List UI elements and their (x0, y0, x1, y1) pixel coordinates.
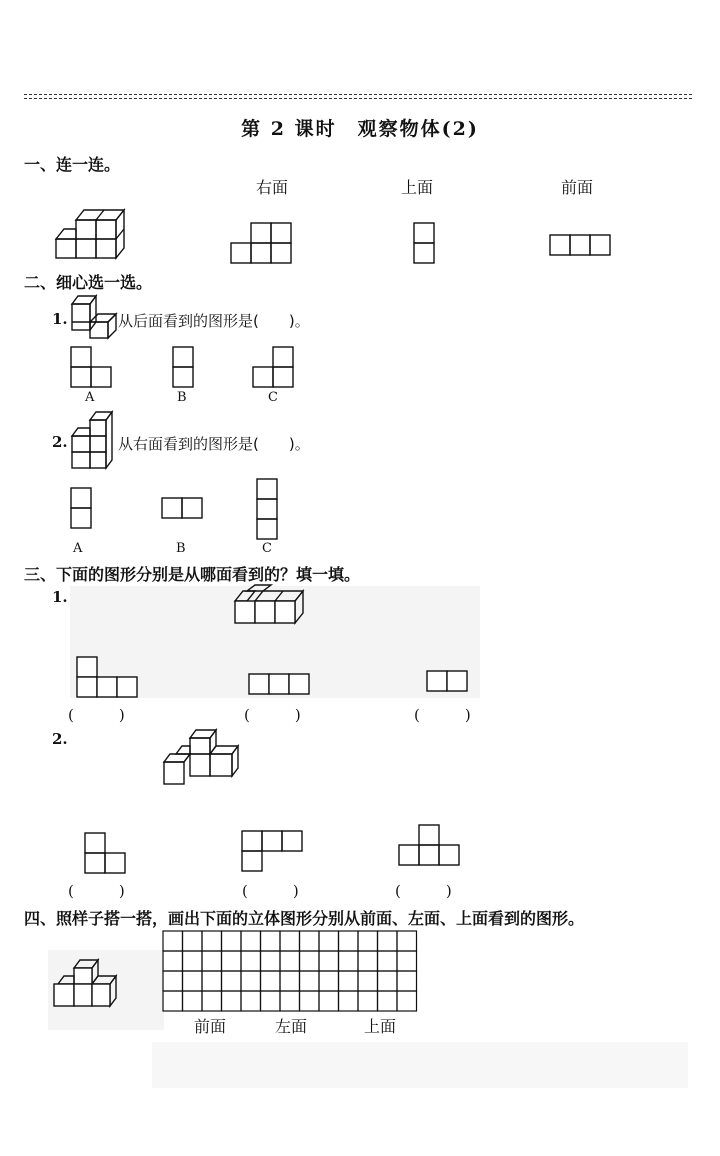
grid-cell[interactable] (397, 991, 417, 1011)
section2-q2-option-c-shape (256, 478, 278, 540)
grid-cell[interactable] (280, 991, 300, 1011)
section2-q2-option-b[interactable]: B (176, 541, 186, 556)
grid-cell[interactable] (202, 971, 222, 991)
grid-cell[interactable] (378, 991, 398, 1011)
section2-q1-text: 从后面看到的图形是( )。 (118, 312, 310, 330)
header-rule-top (24, 94, 692, 95)
section2-q1-option-b-shape (172, 346, 194, 388)
grid-cell[interactable] (163, 951, 183, 971)
section3-q2-blank-1[interactable]: ( ) (68, 882, 125, 900)
grid-cell[interactable] (397, 951, 417, 971)
section2-q1-option-c-shape (252, 346, 294, 388)
section3-q1-blank-2[interactable]: ( ) (244, 706, 301, 724)
view-label-top: 上面 (401, 178, 434, 197)
section2-q1-option-c[interactable]: C (268, 390, 278, 405)
grid-label-top: 上面 (364, 1017, 397, 1036)
section2-q1-number: 1. (52, 310, 68, 328)
section3-q1-blank-1[interactable]: ( ) (68, 706, 125, 724)
grid-cell[interactable] (397, 971, 417, 991)
section3-q1-view-1 (76, 656, 138, 698)
grid-cell[interactable] (183, 991, 203, 1011)
grid-cell[interactable] (378, 951, 398, 971)
grid-cell[interactable] (222, 991, 242, 1011)
grid-cell[interactable] (319, 931, 339, 951)
grid-cell[interactable] (261, 931, 281, 951)
section3-q2-view-3 (398, 824, 460, 866)
section3-q2-blank-2[interactable]: ( ) (242, 882, 299, 900)
grid-cell[interactable] (241, 991, 261, 1011)
section3-q2-view-1 (84, 832, 126, 874)
grid-cell[interactable] (241, 951, 261, 971)
section2-q1-option-b[interactable]: B (177, 390, 187, 405)
grid-cell[interactable] (163, 931, 183, 951)
section3-q2-number: 2. (52, 730, 68, 748)
section1-3d-figure (50, 208, 130, 264)
section3-q1-view-3 (426, 670, 468, 692)
grid-cell[interactable] (319, 991, 339, 1011)
grid-cell[interactable] (202, 931, 222, 951)
section3-q1-number: 1. (52, 588, 68, 606)
grid-cell[interactable] (280, 971, 300, 991)
grid-cell[interactable] (300, 971, 320, 991)
grid-cell[interactable] (280, 931, 300, 951)
grid-cell[interactable] (241, 971, 261, 991)
grid-cell[interactable] (319, 971, 339, 991)
grid-cell[interactable] (339, 951, 359, 971)
section2-q2-option-b-shape (161, 497, 203, 519)
section1-view-shape-3 (549, 234, 611, 256)
section2-q1-option-a[interactable]: A (85, 390, 95, 405)
grid-cell[interactable] (222, 931, 242, 951)
section1-view-shape-2 (413, 222, 435, 264)
view-label-right: 右面 (256, 178, 289, 197)
grid-cell[interactable] (358, 931, 378, 951)
grid-cell[interactable] (339, 991, 359, 1011)
section2-q2-option-c[interactable]: C (262, 541, 272, 556)
header-rule-bottom (24, 98, 692, 99)
section3-q2-3d-figure (162, 728, 242, 786)
grid-cell[interactable] (339, 931, 359, 951)
section3-q2-blank-3[interactable]: ( ) (395, 882, 452, 900)
grid-cell[interactable] (183, 951, 203, 971)
grid-cell[interactable] (183, 971, 203, 991)
grid-cell[interactable] (222, 971, 242, 991)
view-label-front: 前面 (561, 178, 594, 197)
grid-cell[interactable] (163, 971, 183, 991)
section3-q2-view-2 (241, 830, 303, 872)
grid-cell[interactable] (300, 931, 320, 951)
page-title: 第 2 课时 观察物体(2) (241, 118, 479, 140)
grid-cell[interactable] (202, 991, 222, 1011)
section4-heading: 四、照样子搭一搭，画出下面的立体图形分别从前面、左面、上面看到的图形。 (24, 909, 585, 928)
grid-cell[interactable] (358, 951, 378, 971)
grid-cell[interactable] (261, 971, 281, 991)
grid-cell[interactable] (202, 951, 222, 971)
section3-heading: 三、下面的图形分别是从哪面看到的？填一填。 (24, 565, 361, 584)
grid-cell[interactable] (358, 991, 378, 1011)
section2-q1-3d-figure (68, 294, 120, 342)
section1-view-shape-1 (231, 222, 293, 264)
grid-cell[interactable] (163, 991, 183, 1011)
grid-cell[interactable] (339, 971, 359, 991)
grid-cell[interactable] (241, 931, 261, 951)
grid-cell[interactable] (319, 951, 339, 971)
section2-q1-option-a-shape (70, 346, 112, 388)
bottom-background (152, 1042, 688, 1088)
drawing-grid[interactable] (162, 930, 418, 1012)
section3-q1-view-2 (248, 673, 310, 695)
grid-label-left: 左面 (275, 1017, 308, 1036)
grid-cell[interactable] (300, 991, 320, 1011)
section2-q2-text: 从右面看到的图形是( )。 (118, 435, 310, 453)
grid-cell[interactable] (378, 971, 398, 991)
grid-label-front: 前面 (194, 1017, 227, 1036)
grid-cell[interactable] (300, 951, 320, 971)
grid-cell[interactable] (261, 991, 281, 1011)
section4-3d-figure (50, 958, 122, 1010)
section2-q2-option-a-shape (70, 487, 92, 529)
section2-heading: 二、细心选一选。 (24, 273, 153, 292)
grid-cell[interactable] (261, 951, 281, 971)
section3-q1-blank-3[interactable]: ( ) (414, 706, 471, 724)
section2-q2-option-a[interactable]: A (73, 541, 83, 556)
grid-cell[interactable] (280, 951, 300, 971)
grid-cell[interactable] (397, 931, 417, 951)
section3-q1-3d-figure (233, 585, 305, 625)
section2-q2-number: 2. (52, 433, 68, 451)
grid-cell[interactable] (183, 931, 203, 951)
grid-cell[interactable] (358, 971, 378, 991)
section2-q2-3d-figure (68, 410, 120, 474)
grid-cell[interactable] (222, 951, 242, 971)
grid-cell[interactable] (378, 931, 398, 951)
section1-heading: 一、连一连。 (24, 155, 121, 174)
